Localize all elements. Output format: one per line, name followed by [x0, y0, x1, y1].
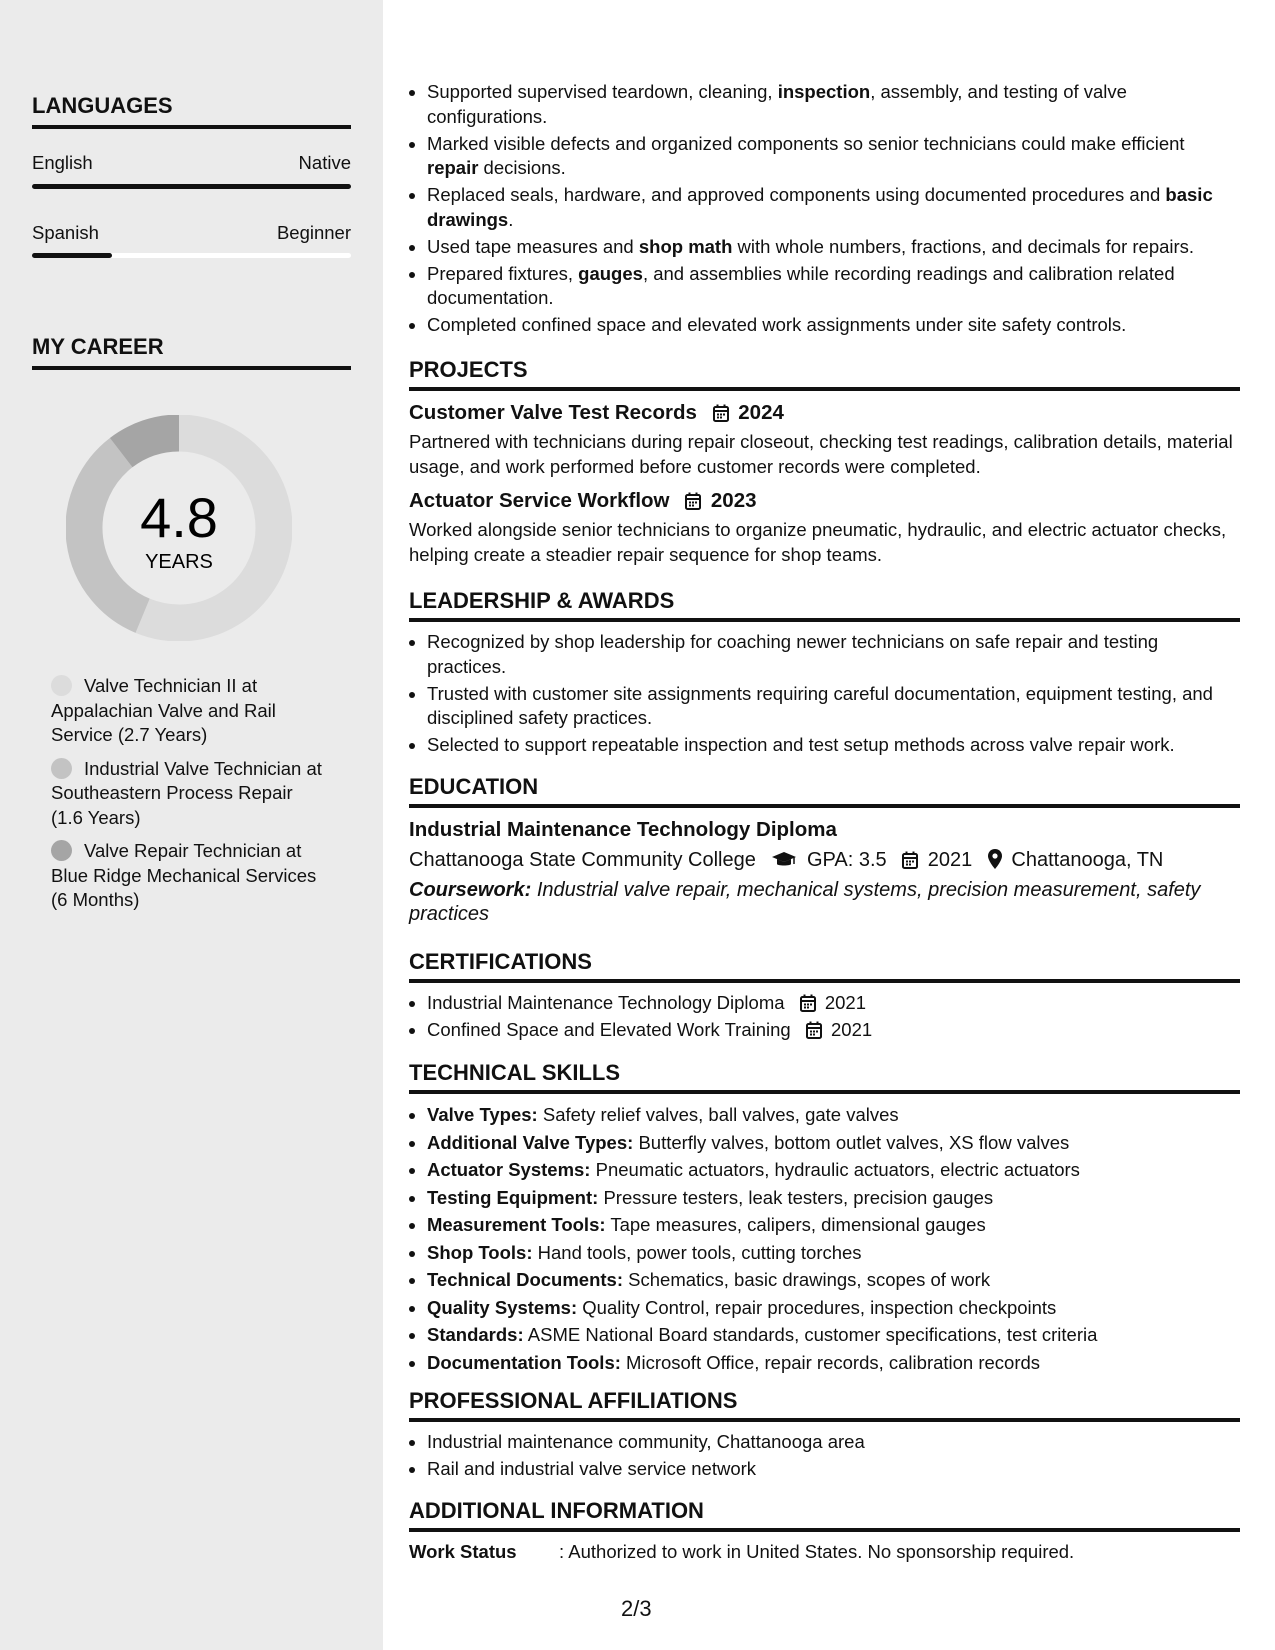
experience-bullet: • Replaced seals, hardware, and approved components using documented procedures and basic drawings. [427, 183, 1240, 232]
additional-section [409, 1498, 1240, 1563]
skill-value: Butterfly valves, bottom outlet valves, XS flow valves [638, 1131, 1070, 1153]
education-title: EDUCATION [409, 774, 1240, 808]
donut-segment [121, 433, 179, 453]
calendar-icon [806, 1021, 822, 1039]
certification-item [427, 1018, 1240, 1043]
language-name: Spanish [32, 222, 99, 243]
location-pin-icon [988, 849, 1002, 869]
skill-item [427, 1267, 1240, 1292]
projects-section [409, 357, 1240, 567]
affiliation-item: • Rail and industrial valve service network [427, 1457, 1240, 1482]
career-legend-dot [51, 675, 72, 696]
leadership-item: • Recognized by shop leadership for coaching newer technicians on safe repair and testing practices. [427, 630, 1240, 679]
additional-value: : Authorized to work in United States. No sponsorship required. [559, 1541, 1075, 1562]
additional-label: Work Status [409, 1541, 517, 1562]
coursework-label: Coursework: [409, 879, 532, 901]
skill-label: Documentation Tools: [427, 1351, 621, 1373]
language-level: Beginner [276, 222, 351, 243]
affiliations-title: PROFESSIONAL AFFILIATIONS [409, 1388, 1240, 1422]
language-row [32, 152, 351, 174]
calendar-icon [800, 994, 816, 1012]
skill-label: Measurement Tools: [427, 1214, 606, 1235]
skill-value: Schematics, basic drawings, scopes of work [628, 1269, 991, 1290]
leadership-item: • Selected to support repeatable inspection and test setup methods across valve repair work. [427, 733, 1240, 758]
language-bar-fill [32, 253, 112, 258]
skill-value: Tape measures, calipers, dimensional gauges [610, 1214, 986, 1235]
certification-year: 2021 [824, 992, 866, 1013]
language-row [32, 222, 351, 244]
project-description: Partnered with technicians during repair closeout, checking test readings, calibration details, material usage, and work performed before customer records were completed. [409, 431, 1233, 477]
skills-list [409, 1102, 1240, 1375]
skill-item [427, 1157, 1240, 1182]
skill-item [427, 1295, 1240, 1320]
leadership-list [409, 630, 1240, 758]
skill-label: Additional Valve Types: [427, 1131, 634, 1153]
sidebar [0, 0, 383, 1650]
education-details [409, 847, 1240, 874]
project-description: Worked alongside senior technicians to organize pneumatic, hydraulic, and electric actuator checks, helping create a steadier repair sequence for shop teams. [409, 519, 1227, 565]
certifications-section [409, 949, 1240, 1045]
career-title: MY CAREER [32, 334, 351, 370]
calendar-icon [685, 492, 701, 510]
certifications-title: CERTIFICATIONS [409, 949, 1240, 983]
affiliations-list [409, 1430, 1240, 1482]
donut-segment [84, 453, 143, 616]
career-list [51, 674, 326, 922]
skill-label: Shop Tools: [427, 1241, 533, 1263]
skill-value: Microsoft Office, repair records, calibration records [626, 1351, 1041, 1373]
projects-title: PROJECTS [409, 357, 1240, 391]
certification-name: Industrial Maintenance Technology Diploma [427, 992, 785, 1013]
leadership-section [409, 588, 1240, 760]
career-legend-dot [51, 758, 72, 779]
skill-item [427, 1240, 1240, 1265]
languages-title: LANGUAGES [32, 93, 351, 129]
career-item-text: Industrial Valve Technician at Southeastern Process Repair (1.6 Years) [51, 757, 322, 828]
career-total-unit: YEARS [145, 551, 213, 573]
experience-bullet: • Marked visible defects and organized components so senior technicians could make efficient repair decisions. [427, 132, 1240, 181]
project-year: 2023 [710, 489, 757, 512]
skill-item [427, 1102, 1240, 1127]
career-legend-dot [51, 840, 72, 861]
skill-value: Pneumatic actuators, hydraulic actuators, electric actuators [595, 1159, 1080, 1180]
project-name: Actuator Service Workflow [409, 489, 670, 512]
skill-value: Pressure testers, leak testers, precision gauges [603, 1186, 994, 1208]
career-donut-chart [66, 415, 292, 641]
language-level: Native [298, 152, 351, 173]
skills-section [409, 1060, 1240, 1377]
project-year: 2024 [738, 401, 784, 424]
education-school: Chattanooga State Community College [409, 849, 756, 871]
additional-row [409, 1541, 1240, 1563]
career-item [51, 674, 326, 748]
certification-name: Confined Space and Elevated Work Training [427, 1019, 791, 1040]
project-heading [409, 400, 1240, 426]
experience-bullet: • Supported supervised teardown, cleaning, inspection, assembly, and testing of valve configurations. [427, 80, 1240, 129]
calendar-icon [902, 851, 918, 869]
experience-bullet: • Completed confined space and elevated work assignments under site safety controls. [427, 313, 1240, 338]
career-item-text: Valve Technician II at Appalachian Valve and Rail Service (2.7 Years) [51, 675, 276, 745]
career-item [51, 757, 326, 831]
leadership-item: • Trusted with customer site assignments requiring careful documentation, equipment testing, and disciplined safety practices. [427, 682, 1240, 731]
language-bar [32, 184, 351, 189]
graduation-cap-icon [771, 851, 797, 869]
skill-value: Hand tools, power tools, cutting torches [537, 1241, 862, 1263]
language-name: English [32, 152, 93, 173]
education-degree: Industrial Maintenance Technology Diploma [409, 818, 837, 841]
skill-item [427, 1350, 1240, 1375]
coursework-text: Industrial valve repair, mechanical systems, precision measurement, safety practices [409, 879, 1201, 925]
leadership-title: LEADERSHIP & AWARDS [409, 588, 1240, 622]
skill-value: Safety relief valves, ball valves, gate valves [542, 1104, 899, 1125]
certification-item [427, 991, 1240, 1016]
education-coursework [409, 878, 1240, 926]
experience-bullet: • Used tape measures and shop math with whole numbers, fractions, and decimals for repairs. [427, 235, 1240, 260]
certifications-list [409, 991, 1240, 1043]
skills-title: TECHNICAL SKILLS [409, 1060, 1240, 1094]
project-heading [409, 488, 1240, 514]
career-item-text: Valve Repair Technician at Blue Ridge Mechanical Services (6 Months) [51, 840, 317, 910]
skill-item [427, 1322, 1240, 1347]
experience-bullet: • Prepared fixtures, gauges, and assemblies while recording readings and calibration related documentation. [427, 262, 1240, 311]
career-total-value: 4.8 [140, 486, 218, 549]
project-name: Customer Valve Test Records [409, 401, 697, 424]
skill-label: Technical Documents: [427, 1269, 624, 1290]
skill-label: Quality Systems: [427, 1296, 578, 1318]
skill-item [427, 1130, 1240, 1155]
skill-item [427, 1212, 1240, 1237]
certification-year: 2021 [831, 1019, 873, 1040]
affiliations-section [409, 1388, 1240, 1484]
skill-label: Actuator Systems: [427, 1159, 591, 1180]
experience-section [409, 80, 1240, 340]
language-bar [32, 253, 351, 258]
language-bar-fill [32, 184, 351, 189]
skill-value: Quality Control, repair procedures, inspection checkpoints [582, 1296, 1057, 1318]
education-location: Chattanooga, TN [1011, 849, 1164, 871]
career-item [51, 839, 326, 913]
skill-label: Testing Equipment: [427, 1186, 599, 1208]
skill-item [427, 1185, 1240, 1210]
experience-bullets [409, 80, 1240, 338]
education-section [409, 774, 1240, 926]
education-year: 2021 [927, 849, 973, 871]
additional-title: ADDITIONAL INFORMATION [409, 1498, 1240, 1532]
affiliation-item: • Industrial maintenance community, Chattanooga area [427, 1430, 1240, 1455]
page-number: 2/3 [621, 1596, 652, 1621]
skill-label: Standards: [427, 1324, 524, 1345]
education-gpa: GPA: 3.5 [807, 849, 887, 871]
skill-label: Valve Types: [427, 1104, 538, 1125]
skill-value: ASME National Board standards, customer specifications, test criteria [527, 1324, 1098, 1345]
calendar-icon [713, 404, 729, 422]
